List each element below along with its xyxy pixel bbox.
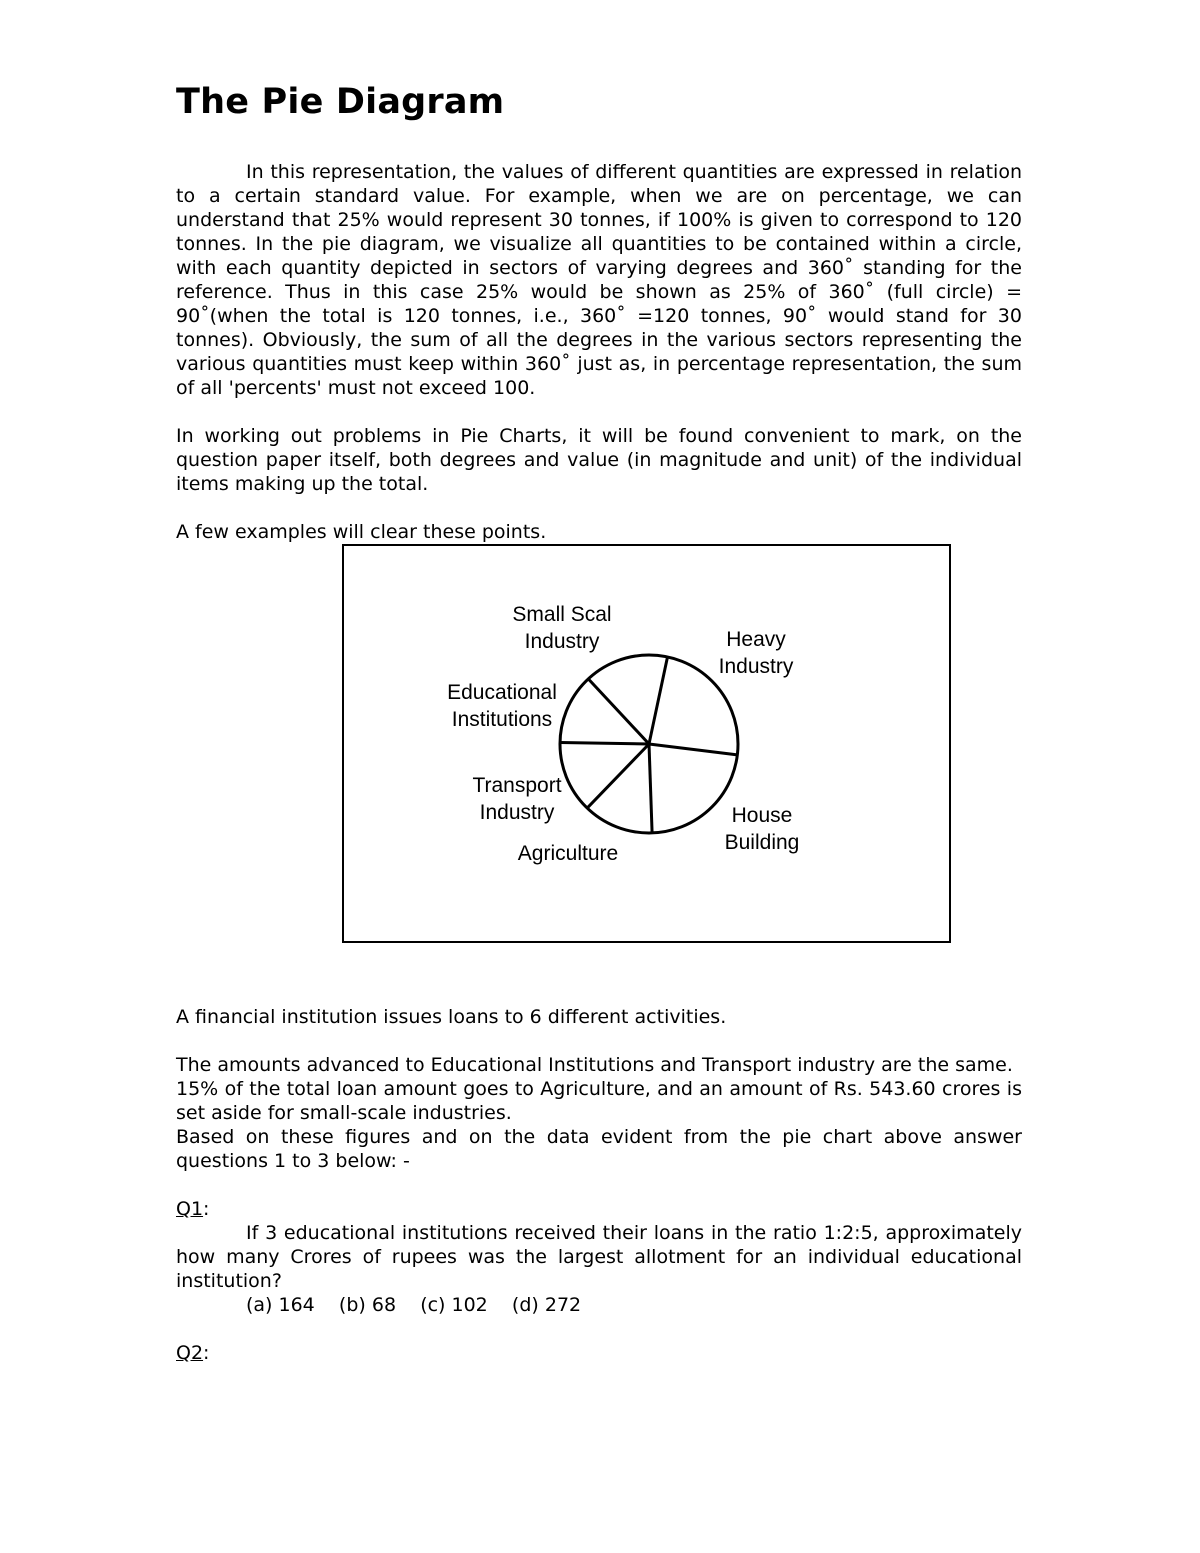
pie-slice-label: Small Scal Industry — [512, 603, 612, 653]
pie-slice-boundary — [588, 679, 649, 744]
intro-paragraph-3: A few examples will clear these points. — [176, 521, 547, 543]
intro-paragraph-2: In working out problems in Pie Charts, it will be found convenient to mark, on the question paper itself, both degrees and value (in magnitude and unit) of the individual items making up the total. — [176, 425, 1022, 495]
pie-slice-boundary — [649, 744, 737, 755]
question-1-label: Q1 — [176, 1198, 204, 1220]
question-1-text: If 3 educational institutions received their loans in the ratio 1:2:5, approximately how many Crores of rupees was the largest allotment for an individual educational institution? — [176, 1222, 1022, 1292]
pie-chart — [344, 546, 949, 941]
problem-paragraph-2: The amounts advanced to Educational Institutions and Transport industry are the same. — [176, 1054, 1013, 1076]
pie-slice-label: House Building — [724, 804, 800, 854]
pie-slice-label: Transport Industry — [472, 774, 562, 824]
pie-chart-frame — [342, 544, 951, 943]
document-body — [176, 80, 1022, 544]
pie-slice-label: Agriculture — [517, 842, 619, 865]
question-2-label: Q2 — [176, 1342, 204, 1364]
pie-slice-label: Heavy Industry — [718, 628, 794, 678]
problem-paragraph-4: Based on these figures and on the data evident from the pie chart above answer questions 1 to 3 below: - — [176, 1126, 1022, 1172]
pie-slice-label: Educational Institutions — [447, 681, 557, 731]
pie-slice-boundary — [649, 657, 668, 744]
question-1-options: (a) 164 (b) 68 (c) 102 (d) 272 — [246, 1294, 582, 1316]
pie-slice-boundary — [587, 744, 649, 808]
problem-block: A financial institution issues loans to 6 different activities. The amounts advanced to Educational Institutions and Transport industry are the same. 15% of the total loan amount goes to Agriculture, and an amount of Rs. 543.60 crores is set aside for small-scale industries. Based on these figures and on the data evident from the pie chart above answer questions 1 to 3 below: - Q1: If 3 educational institutions received their loans in the ratio 1:2:5, approximately how many Crores of rupees was the largest allotment for an individual educational institution? (a) 164 (b) 68 (c) 102 (d) 272 Q2: — [176, 1006, 1022, 1364]
pie-slice-boundary — [649, 744, 652, 833]
page-title: The Pie Diagram — [176, 82, 505, 122]
problem-paragraph-3: 15% of the total loan amount goes to Agriculture, and an amount of Rs. 543.60 crores is set aside for small-scale industries. — [176, 1078, 1022, 1124]
intro-paragraph-1: In this representation, the values of different quantities are expressed in relation to a certain standard value. For example, when we are on percentage, we can understand that 25% would represent 30 tonnes, if 100% is given to correspond to 120 tonnes. In the pie diagram, we visualize all quantities to be contained within a circle, with each quantity depicted in sectors of varying degrees and 360˚ standing for the reference. Thus in this case 25% would be shown as 25% of 360˚ (full circle) = 90˚(when the total is 120 tonnes, i.e., 360˚ =120 tonnes, 90˚ would stand for 30 tonnes). Obviously, the sum of all the degrees in the various sectors representing the various quantities must keep within 360˚ just as, in percentage representation, the sum of all 'percents' must not exceed 100. — [176, 161, 1022, 399]
pie-slice-boundary — [560, 742, 649, 744]
problem-paragraph-1: A financial institution issues loans to 6 different activities. — [176, 1006, 727, 1028]
